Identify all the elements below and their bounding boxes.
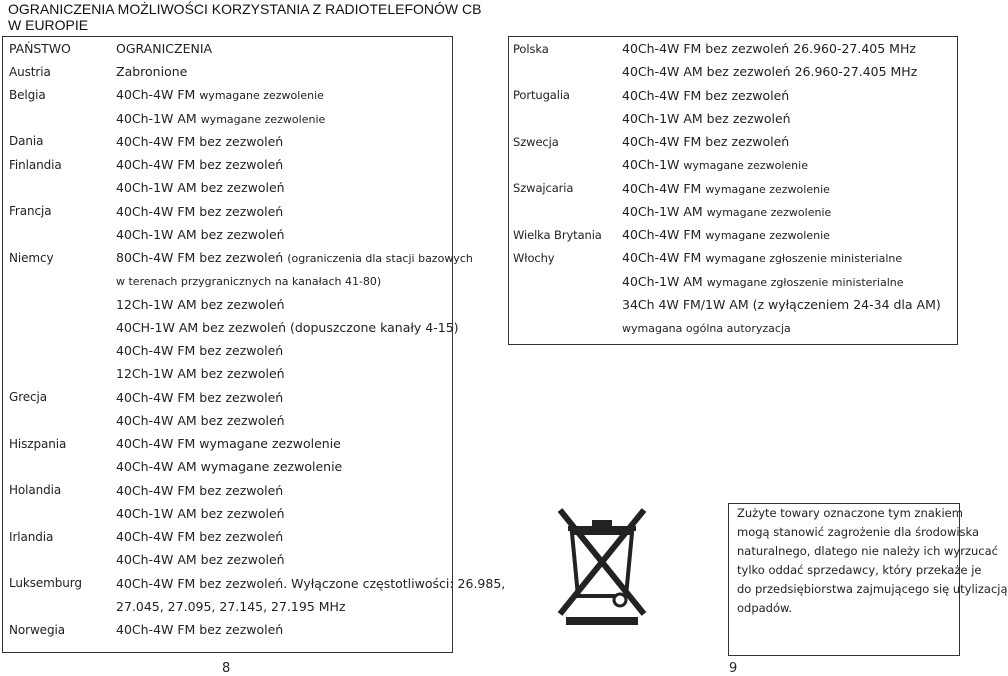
table-row bbox=[3, 548, 452, 571]
restriction-main: 40Ch-4W AM bez zezwoleń 26.960-27.405 MHz bbox=[622, 64, 918, 80]
page-number-right: 9 bbox=[729, 661, 738, 676]
column-header-country: PAŃSTWO bbox=[9, 41, 71, 56]
table-row bbox=[3, 130, 452, 153]
restriction-main: 40Ch-4W AM wymagane zezwolenie bbox=[116, 459, 343, 475]
restriction-main: 40Ch-4W FM bbox=[622, 180, 702, 196]
restriction-main: 40Ch-4W FM bbox=[116, 87, 196, 103]
table-row bbox=[3, 60, 452, 83]
restriction-text bbox=[622, 227, 830, 242]
restriction-text bbox=[116, 180, 285, 195]
restriction-main: 40Ch-4W FM bbox=[622, 250, 702, 266]
restriction-text bbox=[116, 250, 473, 265]
restriction-main: 40CH-1W AM bez zezwoleń (dopuszczone kanały 4-15) bbox=[116, 319, 459, 335]
table-row bbox=[509, 153, 957, 176]
restriction-text bbox=[116, 204, 283, 219]
page-header bbox=[8, 1, 481, 33]
restriction-main: 40Ch-1W AM bez zezwoleń bbox=[622, 110, 791, 126]
disposal-notice-text bbox=[737, 504, 1008, 618]
restriction-note: wymagana ogólna autoryzacja bbox=[622, 322, 791, 335]
header-line-1: OGRANICZENIA MOŻLIWOŚCI KORZYSTANIA Z RADIOTELEFONÓW CB bbox=[8, 1, 482, 17]
restriction-text bbox=[116, 297, 285, 312]
restriction-main: 40Ch-4W FM bez zezwoleń bbox=[116, 203, 284, 219]
table-row bbox=[509, 177, 957, 200]
table-row bbox=[3, 153, 452, 176]
country-name: Szwajcaria bbox=[513, 181, 574, 195]
restriction-text bbox=[622, 157, 808, 172]
restriction-text bbox=[622, 181, 830, 196]
restriction-text bbox=[116, 64, 187, 79]
restriction-note: wymagane zgłoszenie ministerialne bbox=[706, 275, 904, 289]
country-name: Luksemburg bbox=[9, 576, 82, 590]
table-row bbox=[509, 60, 957, 83]
restriction-note: wymagane zezwolenie bbox=[199, 89, 324, 103]
restriction-main: 40Ch-4W FM bez zezwoleń 26.960-27.405 MHz bbox=[622, 41, 916, 56]
restriction-text bbox=[116, 366, 285, 381]
table-row bbox=[3, 223, 452, 246]
restriction-main: 40Ch-1W bbox=[622, 157, 680, 173]
restriction-text bbox=[116, 529, 283, 544]
country-name: Portugalia bbox=[513, 88, 570, 102]
restriction-main: 12Ch-1W AM bez zezwoleń bbox=[116, 366, 285, 382]
restriction-note: wymagane zezwolenie bbox=[706, 205, 832, 219]
restriction-note: w terenach przygranicznych na kanałach 41-80) bbox=[116, 275, 382, 289]
restriction-main: 40Ch-4W FM bez zezwoleń bbox=[116, 529, 284, 544]
country-name: Włochy bbox=[513, 250, 555, 265]
table-row bbox=[509, 37, 957, 60]
restriction-text bbox=[116, 87, 324, 102]
table-row bbox=[509, 84, 957, 107]
left-restrictions-table bbox=[2, 36, 506, 653]
restriction-main: 40Ch-4W AM bez zezwoleń bbox=[116, 412, 285, 428]
restriction-text bbox=[622, 111, 791, 126]
country-name: Austria bbox=[9, 64, 51, 79]
table-row bbox=[509, 130, 957, 153]
restriction-text bbox=[116, 413, 285, 428]
notice-line: mogą stanowić zagrożenie dla środowiska bbox=[737, 525, 980, 539]
restriction-text bbox=[622, 274, 904, 289]
notice-line: Zużyte towary oznaczone tym znakiem bbox=[737, 506, 963, 520]
country-name: Irlandia bbox=[9, 529, 54, 544]
country-name: Finlandia bbox=[9, 157, 62, 172]
table-row bbox=[509, 246, 957, 269]
restriction-text bbox=[622, 250, 902, 265]
restriction-note: wymagane zezwolenie bbox=[683, 159, 808, 173]
restriction-main: 40Ch-4W FM bez zezwoleń bbox=[116, 622, 284, 637]
notice-line: odpadów. bbox=[737, 601, 793, 615]
restriction-main: 40Ch-1W AM bez zezwoleń bbox=[116, 226, 285, 242]
table-row bbox=[3, 316, 459, 339]
restriction-main: 40Ch-1W AM bbox=[116, 110, 197, 126]
table-row bbox=[509, 270, 957, 293]
restriction-text bbox=[622, 134, 789, 149]
header-line-2: W EUROPIE bbox=[8, 17, 89, 33]
restriction-main: 40Ch-4W FM bez zezwoleń bbox=[116, 133, 284, 149]
table-row bbox=[3, 83, 452, 106]
restriction-note: wymagane zezwolenie bbox=[705, 229, 830, 242]
restriction-main: 40Ch-1W AM bez zezwoleń bbox=[116, 180, 285, 196]
table-row bbox=[3, 107, 452, 130]
restriction-text bbox=[116, 483, 283, 498]
restriction-text bbox=[116, 157, 283, 172]
restriction-main: 40Ch-4W FM bez zezwoleń bbox=[622, 87, 790, 103]
country-name: Szwecja bbox=[513, 134, 559, 149]
table-row bbox=[509, 293, 957, 316]
restriction-main: 40Ch-4W FM wymagane zezwolenie bbox=[116, 436, 341, 451]
crossed-out-wheelie-bin-icon bbox=[554, 496, 650, 628]
table-row bbox=[509, 316, 957, 339]
restriction-main: 40Ch-4W FM bez zezwoleń bbox=[622, 134, 790, 149]
table-row bbox=[3, 432, 452, 455]
restriction-text bbox=[622, 297, 941, 312]
restriction-text bbox=[116, 459, 342, 474]
restriction-note: wymagane zgłoszenie ministerialne bbox=[705, 252, 903, 266]
table-row bbox=[3, 502, 452, 525]
restriction-main: 40Ch-4W FM bez zezwoleń bbox=[116, 482, 284, 498]
country-name: Dania bbox=[9, 134, 44, 149]
country-name: Holandia bbox=[9, 483, 62, 497]
table-row bbox=[3, 269, 452, 292]
restriction-note: (ograniczenia dla stacji bazowych bbox=[287, 252, 473, 265]
restriction-main: 40Ch-4W AM bez zezwoleń bbox=[116, 552, 285, 568]
restriction-text bbox=[116, 390, 283, 405]
restriction-text bbox=[116, 343, 283, 358]
table-row bbox=[509, 107, 957, 130]
restriction-text bbox=[116, 506, 285, 521]
restriction-main: 40Ch-1W AM bbox=[622, 273, 703, 289]
country-name: Hiszpania bbox=[9, 436, 67, 451]
table-row bbox=[3, 200, 452, 223]
restriction-main: 34Ch 4W FM/1W AM (z wyłączeniem 24-34 dla AM) bbox=[622, 296, 941, 312]
page-number-left: 8 bbox=[222, 661, 231, 676]
table-row bbox=[3, 386, 452, 409]
country-name: Belgia bbox=[9, 87, 46, 102]
restriction-text bbox=[116, 227, 285, 242]
restriction-text bbox=[116, 134, 283, 149]
restriction-text bbox=[622, 320, 791, 335]
right-restrictions-table bbox=[508, 36, 958, 345]
restriction-text bbox=[116, 111, 325, 126]
country-name: Francja bbox=[9, 204, 52, 218]
table-row bbox=[3, 176, 452, 199]
table-row bbox=[509, 223, 957, 246]
restriction-note: wymagane zezwolenie bbox=[200, 112, 326, 126]
table-row bbox=[509, 200, 957, 223]
table-header-row bbox=[3, 37, 452, 60]
table-row bbox=[3, 455, 452, 478]
table-row bbox=[3, 479, 452, 502]
restriction-main: 12Ch-1W AM bez zezwoleń bbox=[116, 296, 285, 312]
country-name: Niemcy bbox=[9, 250, 54, 265]
restriction-text bbox=[622, 64, 917, 79]
restriction-text bbox=[622, 41, 916, 56]
notice-line: tylko oddać sprzedawcy, który przekaże je bbox=[737, 563, 982, 577]
table-row bbox=[3, 293, 452, 316]
restriction-text bbox=[116, 436, 341, 451]
table-row bbox=[3, 525, 452, 548]
restriction-main: 80Ch-4W FM bez zezwoleń bbox=[116, 250, 284, 265]
country-name: Norwegia bbox=[9, 622, 65, 637]
restriction-text bbox=[116, 320, 459, 335]
column-header-restrictions: OGRANICZENIA bbox=[116, 41, 213, 56]
notice-line: naturalnego, dlatego nie należy ich wyrzucać bbox=[737, 544, 998, 558]
restriction-text bbox=[116, 552, 285, 567]
restriction-main: 40Ch-4W FM bez zezwoleń. Wyłączone częstotliwości: 26.985, bbox=[116, 575, 506, 591]
restriction-text bbox=[116, 576, 505, 591]
restriction-text bbox=[622, 204, 831, 219]
restriction-text bbox=[116, 622, 283, 637]
restriction-main: 40Ch-4W FM bez zezwoleń bbox=[116, 343, 284, 358]
restriction-text bbox=[622, 88, 789, 103]
restriction-main: 40Ch-1W AM bez zezwoleń bbox=[116, 505, 285, 521]
notice-line: do przedsiębiorstwa zajmującego się utylizacją bbox=[737, 582, 1008, 596]
restriction-main: 40Ch-1W AM bbox=[622, 203, 703, 219]
country-name: Polska bbox=[513, 41, 549, 56]
restriction-note: wymagane zezwolenie bbox=[705, 182, 830, 196]
restriction-main: 40Ch-4W FM bez zezwoleń bbox=[116, 389, 284, 405]
country-name: Wielka Brytania bbox=[513, 227, 602, 242]
table-row bbox=[3, 362, 452, 385]
table-row bbox=[3, 618, 452, 641]
table-row bbox=[3, 246, 473, 269]
country-name: Grecja bbox=[9, 390, 48, 404]
restriction-text bbox=[116, 273, 381, 288]
table-row bbox=[3, 595, 452, 618]
restriction-main: 40Ch-4W FM bez zezwoleń bbox=[116, 157, 284, 172]
restriction-main: 27.045, 27.095, 27.145, 27.195 MHz bbox=[116, 598, 346, 614]
table-row bbox=[3, 409, 452, 432]
table-row bbox=[3, 339, 452, 362]
restriction-main: Zabronione bbox=[116, 64, 188, 79]
table-row bbox=[3, 572, 506, 595]
restriction-text bbox=[116, 599, 346, 614]
restriction-main: 40Ch-4W FM bbox=[622, 227, 702, 242]
